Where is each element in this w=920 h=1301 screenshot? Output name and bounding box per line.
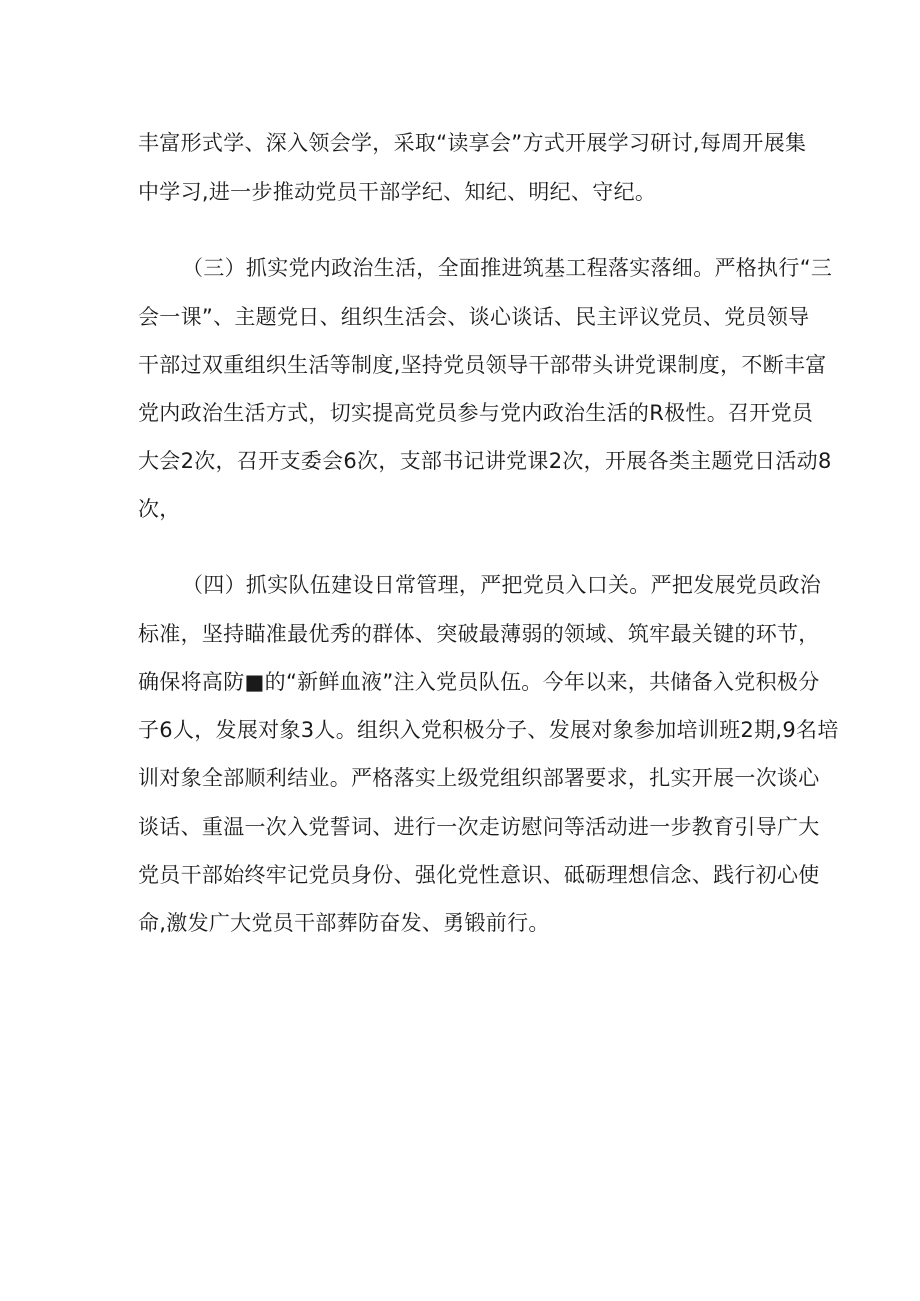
text-line: 中学习,进一步推动党员干部学纪、知纪、明纪、守纪。 bbox=[138, 180, 657, 204]
text-line: 标准，坚持瞄准最优秀的群体、突破最薄弱的领域、筑牢最关键的环节， bbox=[138, 622, 820, 646]
text-line: 训对象全部顺利结业。严格落实上级党组织部署要求，扎实开展一次谈心 bbox=[138, 766, 820, 790]
text-line: 命,激发广大党员干部葬防奋发、勇锻前行。 bbox=[138, 911, 550, 935]
text-line: 确保将高防■的“新鲜血液”注入党员队伍。今年以来，共储备入党积极分 bbox=[138, 670, 820, 694]
text-line: 干部过双重组织生活等制度,坚持党员领导干部带头讲党课制度，不断丰富 bbox=[138, 353, 827, 377]
text-line: 谈话、重温一次入党誓词、进行一次走访慰问等活动进一步教育引导广大 bbox=[138, 815, 820, 839]
text-line: 党内政治生活方式，切实提高党员参与党内政治生活的R极性。召开党员 bbox=[138, 401, 814, 425]
text-line: （三）抓实党内政治生活，全面推进筑基工程落实落细。严格执行“三 bbox=[182, 256, 833, 280]
text-line: 次， bbox=[138, 497, 181, 521]
text-line: 丰富形式学、深入领会学，采取“读享会”方式开展学习研讨,每周开展集 bbox=[138, 131, 807, 155]
text-line: 党员干部始终牢记党员身份、强化党性意识、砥砺理想信念、践行初心使 bbox=[138, 863, 820, 887]
text-line: 子6人，发展对象3人。组织入党积极分子、发展对象参加培训班2期,9名培 bbox=[138, 718, 839, 742]
text-line: 大会2次，召开支委会6次，支部书记讲党课2次，开展各类主题党日活动8 bbox=[138, 449, 832, 473]
text-line: （四）抓实队伍建设日常管理，严把党员入口关。严把发展党员政治 bbox=[182, 573, 821, 597]
text-line: 会一课”、主题党日、组织生活会、谈心谈话、民主评议党员、党员领导 bbox=[138, 305, 810, 329]
